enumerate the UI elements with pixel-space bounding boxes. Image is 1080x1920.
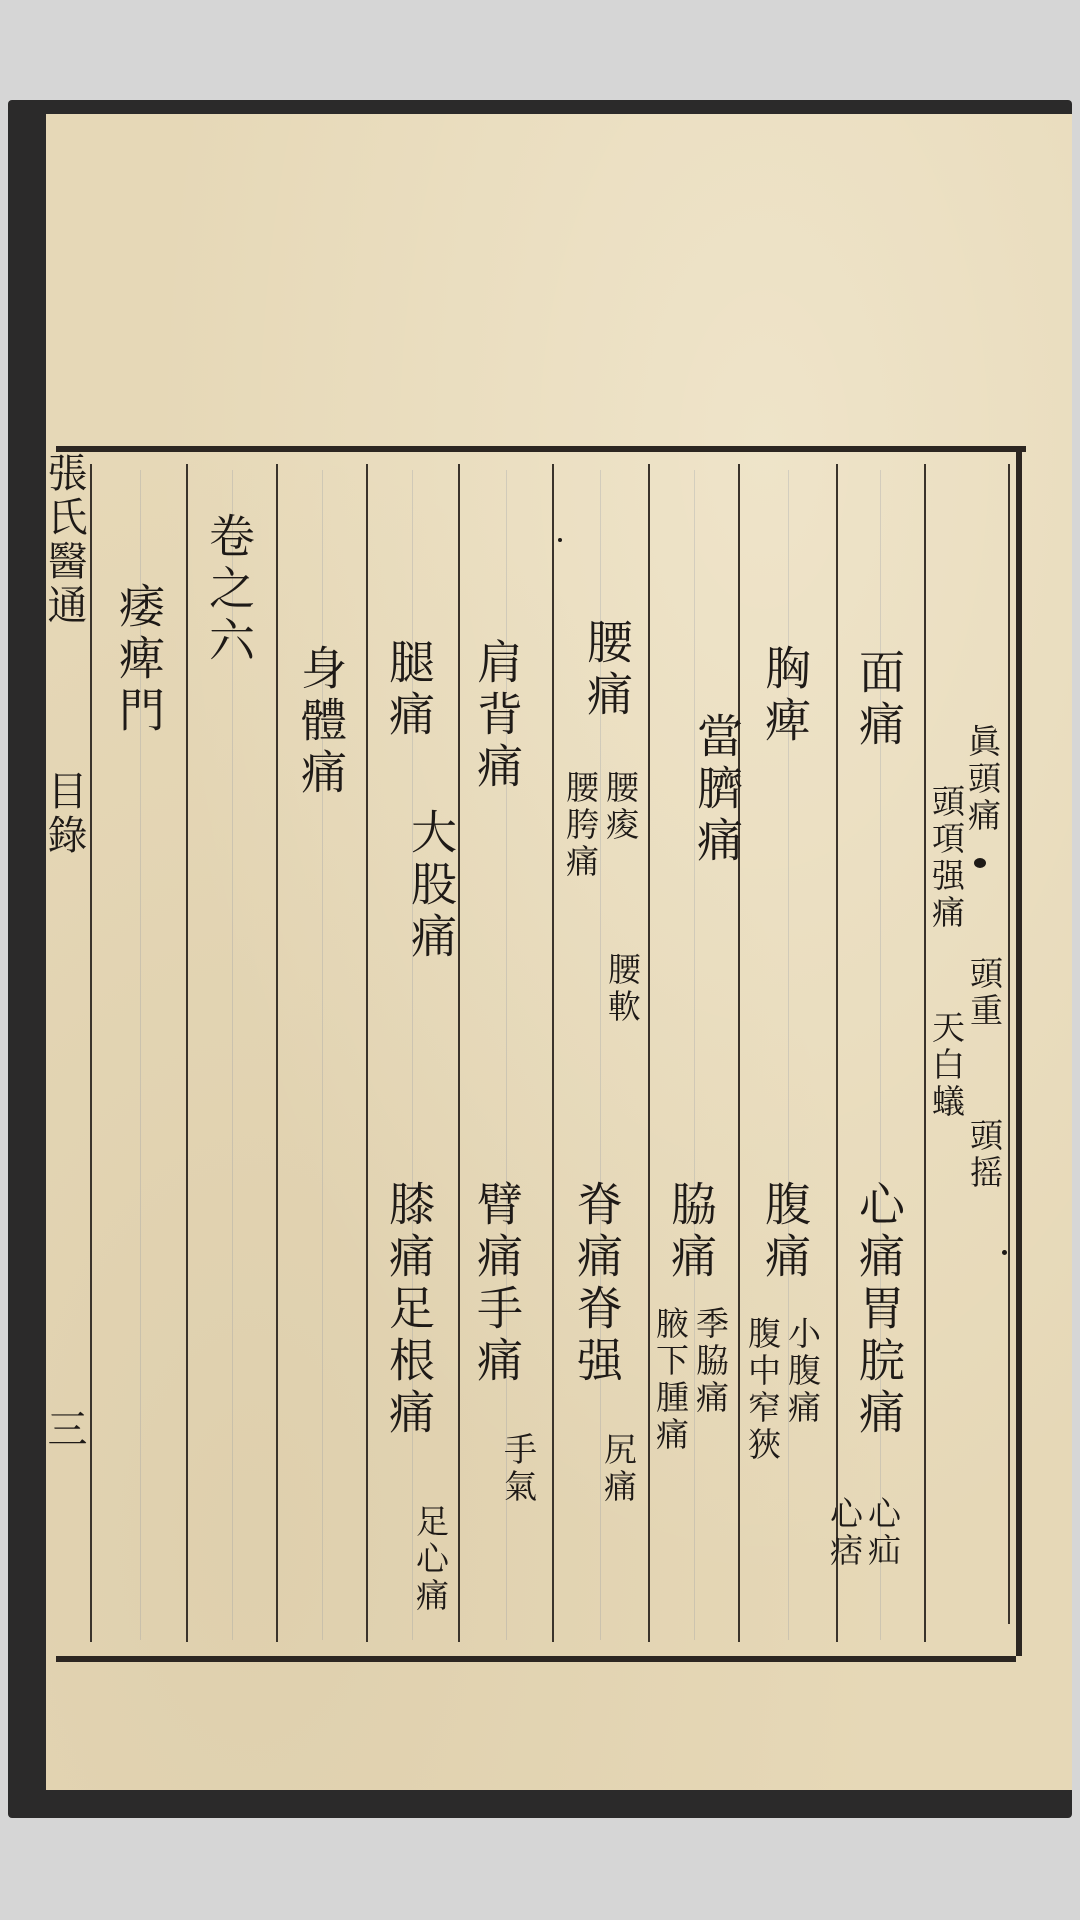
ink-speck	[1002, 1250, 1007, 1255]
toc-entry: 腹痛	[758, 1180, 812, 1284]
column-divider	[1008, 464, 1010, 1624]
toc-entry: 臂痛手痛	[470, 1180, 524, 1388]
toc-subentry: 腹中窄狹	[743, 1316, 782, 1464]
toc-subentry: 尻痛	[599, 1432, 638, 1506]
toc-heading: 肩背痛	[470, 638, 524, 794]
toc-subentry: 腰胯痛	[561, 770, 600, 881]
margin-book-title: 張氏醫通	[41, 452, 87, 628]
column-divider	[738, 464, 740, 1642]
toc-subentry: 腰軟	[603, 952, 642, 1026]
section-heading: 痿痺門	[112, 582, 166, 738]
column-divider	[90, 464, 92, 1642]
column-divider	[186, 464, 188, 1642]
toc-entry: 頭重	[965, 956, 1004, 1030]
frame-right-rule	[1016, 450, 1022, 1656]
book-page	[41, 114, 1072, 1790]
toc-subentry: 心痞	[825, 1496, 864, 1570]
show-through-line	[694, 470, 695, 1640]
toc-heading: 腰痛	[580, 618, 634, 722]
toc-entry: 心痛胃脘痛	[852, 1180, 906, 1440]
volume-heading: 卷之六	[202, 512, 256, 668]
toc-entry: 天白蟻	[927, 1010, 966, 1121]
toc-heading: 腿痛	[382, 638, 436, 742]
toc-subentry: 大股痛	[404, 808, 458, 964]
toc-entry: 頭項强痛	[927, 784, 966, 932]
column-divider	[648, 464, 650, 1642]
margin-folio-number: 三	[41, 1408, 87, 1452]
toc-subentry: 足心痛	[411, 1504, 450, 1615]
frame-top-rule	[56, 446, 1026, 452]
column-divider	[366, 464, 368, 1642]
toc-entry: 膝痛足根痛	[382, 1180, 436, 1440]
frame-bottom-rule	[56, 1656, 1016, 1662]
ink-speck	[558, 538, 562, 542]
column-divider	[458, 464, 460, 1642]
toc-heading: 胸痺	[758, 644, 812, 748]
ink-speck	[974, 858, 986, 868]
toc-subentry: 季脇痛	[691, 1306, 730, 1417]
toc-entry: 脇痛	[664, 1180, 718, 1284]
column-divider	[276, 464, 278, 1642]
toc-subentry: 手氣	[499, 1432, 538, 1506]
toc-entry: 頭摇	[965, 1118, 1004, 1192]
toc-entry: 眞頭痛	[963, 724, 1002, 835]
toc-subentry: 心疝	[863, 1496, 902, 1570]
column-divider	[924, 464, 926, 1642]
toc-heading: 身體痛	[294, 644, 348, 800]
toc-subentry: 小腹痛	[783, 1316, 822, 1427]
show-through-line	[880, 470, 881, 1640]
margin-section-label: 目錄	[41, 770, 87, 858]
toc-entry: 脊痛脊强	[570, 1180, 624, 1388]
toc-subentry: 腋下腫痛	[651, 1306, 690, 1454]
column-divider	[552, 464, 554, 1642]
toc-entry: 當臍痛	[690, 712, 744, 868]
toc-subentry: 腰痠	[601, 770, 640, 844]
column-divider	[836, 464, 838, 1642]
toc-heading: 面痛	[852, 648, 906, 752]
